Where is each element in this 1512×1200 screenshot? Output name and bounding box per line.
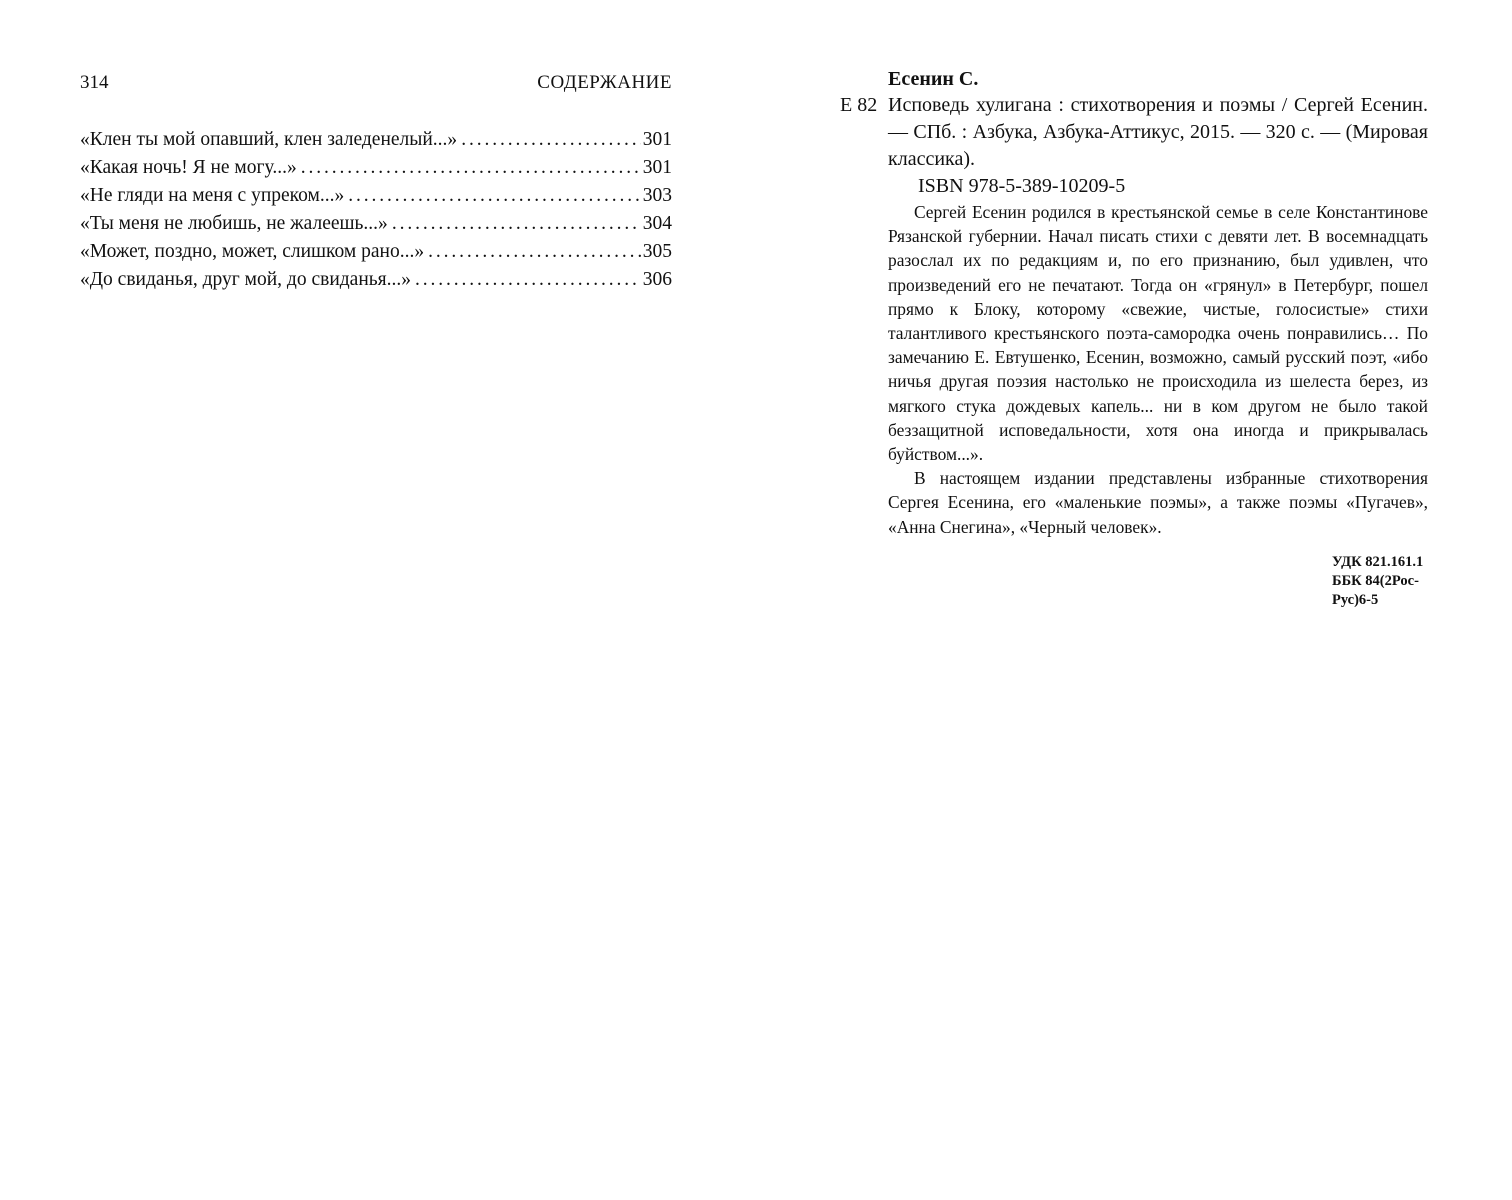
toc-dot-leader [461, 126, 641, 154]
running-head [80, 72, 672, 100]
running-title: СОДЕРЖАНИЕ [537, 72, 672, 93]
annotation-paragraph: Сергей Есенин родился в крестьянской семье в селе Константинове Рязанской губернии. Начал писать стихи с девяти лет. В восемнадцать разослал их по редакциям и, по его признанию, был удивлен, что произведений его не печатают. Тогда он «грянул» в Петербург, пошел прямо к Блоку, которому «свежие, чистые, голосистые» стихи талантливого крестьянского поэта-самородка очень понравились… По замечанию Е. Евтушенко, Есенин, возможно, самый русский поэт, «ибо ничья другая поэзия настолько не происходила из шелеста берез, из мягкого стука дождевых капель... ни в ком другом не было такой беззащитной исповедальности, хотя она иногда и прикрывалась буйством...». [888, 202, 1428, 465]
table-of-contents [80, 126, 672, 294]
toc-entry-page: 306 [642, 269, 672, 290]
toc-entry-page: 303 [642, 185, 672, 206]
toc-dot-leader [348, 182, 641, 210]
annotation-paragraph: В настоящем издании представлены избранные стихотворения Сергея Есенина, его «маленькие поэмы», а также поэмы «Пугачев», «Анна Снегина», «Черный человек». [888, 468, 1428, 537]
udk-code: УДК 821.161.1 [1332, 553, 1424, 570]
toc-dot-leader [415, 266, 641, 294]
toc-dot-leader [392, 210, 641, 238]
toc-entry-title: «Не гляди на меня с упреком...» [80, 185, 345, 206]
author-mark-code: Е 82 [840, 94, 878, 116]
toc-entry-title: «Какая ночь! Я не могу...» [80, 157, 297, 178]
toc-entry [80, 210, 672, 238]
toc-entry [80, 126, 672, 154]
toc-entry-title: «До свиданья, друг мой, до свиданья...» [80, 269, 412, 290]
toc-entry [80, 182, 672, 210]
right-page [840, 66, 1430, 610]
toc-entry [80, 238, 672, 266]
toc-entry-page: 305 [642, 241, 672, 262]
bibliographic-description: Исповедь хулигана : стихотворения и поэмы / Сергей Есенин. — СПб. : Азбука, Азбука-Аттикус, 2015. — 320 с. — (Мировая классика). [888, 94, 1428, 170]
classification-codes [888, 553, 1428, 610]
toc-entry [80, 266, 672, 294]
toc-entry-page: 301 [642, 157, 672, 178]
toc-entry-page: 301 [642, 129, 672, 150]
bbk-code: ББК 84(2Рос-Рус)6-5 [1332, 572, 1419, 608]
toc-dot-leader [301, 154, 641, 182]
left-page [80, 72, 672, 294]
page-number: 314 [80, 72, 109, 93]
toc-entry-page: 304 [642, 213, 672, 234]
toc-entry [80, 154, 672, 182]
isbn: ISBN 978-5-389-10209-5 [918, 175, 1126, 197]
toc-entry-title: «Ты меня не любишь, не жалеешь...» [80, 213, 388, 234]
toc-dot-leader [428, 238, 641, 266]
toc-entry-title: «Может, поздно, может, слишком рано...» [80, 241, 425, 262]
author-heading: Есенин С. [888, 68, 979, 90]
bibliographic-record [840, 92, 1430, 173]
toc-entry-title: «Клен ты мой опавший, клен заледенелый...» [80, 129, 458, 150]
annotation [888, 200, 1428, 539]
